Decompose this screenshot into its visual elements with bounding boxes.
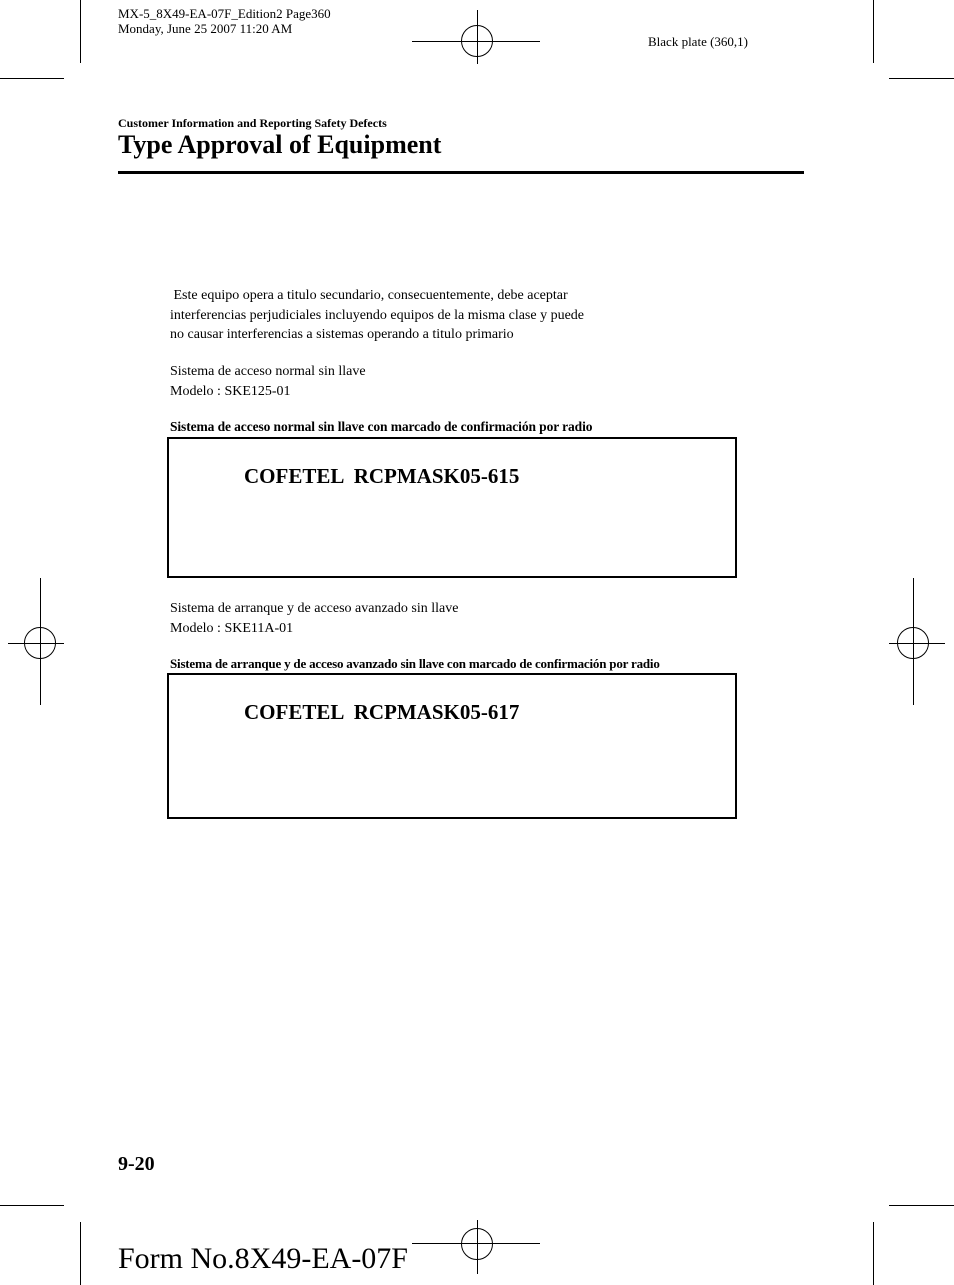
system1-info (170, 362, 366, 401)
plate-info: Black plate (360,1) (648, 34, 748, 49)
system2-info (170, 599, 458, 638)
file-info (118, 6, 331, 36)
page-number: 9-20 (118, 1153, 155, 1175)
intro-line: Este equipo opera a titulo secundario, consecuentemente, debe aceptar (170, 288, 568, 303)
intro-paragraph (170, 286, 584, 345)
intro-line: interferencias perjudiciales incluyendo equipos de la misma clase y puede (170, 307, 585, 323)
file-info-line1: MX-5_8X49-EA-07F_Edition2 Page360 (118, 6, 331, 21)
system1-cert: COFETEL RCPMASK05-615 (244, 464, 520, 488)
system2-name: Sistema de arranque y de acceso avanzado sin llave (170, 601, 459, 616)
system1-cert-box (167, 437, 737, 578)
system2-cert: COFETEL RCPMASK05-617 (244, 700, 520, 724)
page-title: Type Approval of Equipment (118, 130, 442, 159)
system1-label: Sistema de acceso normal sin llave con marcado de confirmación por radio (170, 419, 593, 434)
title-rule (118, 171, 804, 174)
system1-model: Modelo : SKE125-01 (170, 383, 291, 399)
file-info-line2: Monday, June 25 2007 11:20 AM (118, 21, 293, 36)
system1-name: Sistema de acceso normal sin llave (170, 364, 366, 379)
system2-cert-box (167, 673, 737, 819)
intro-line: no causar interferencias a sistemas operando a titulo primario (170, 327, 514, 342)
system2-model: Modelo : SKE11A-01 (170, 620, 294, 636)
system2-label: Sistema de arranque y de acceso avanzado sin llave con marcado de confirmación por radio (170, 656, 660, 671)
form-number: Form No.8X49-EA-07F (118, 1242, 408, 1275)
section-label: Customer Information and Reporting Safety Defects (118, 116, 387, 130)
